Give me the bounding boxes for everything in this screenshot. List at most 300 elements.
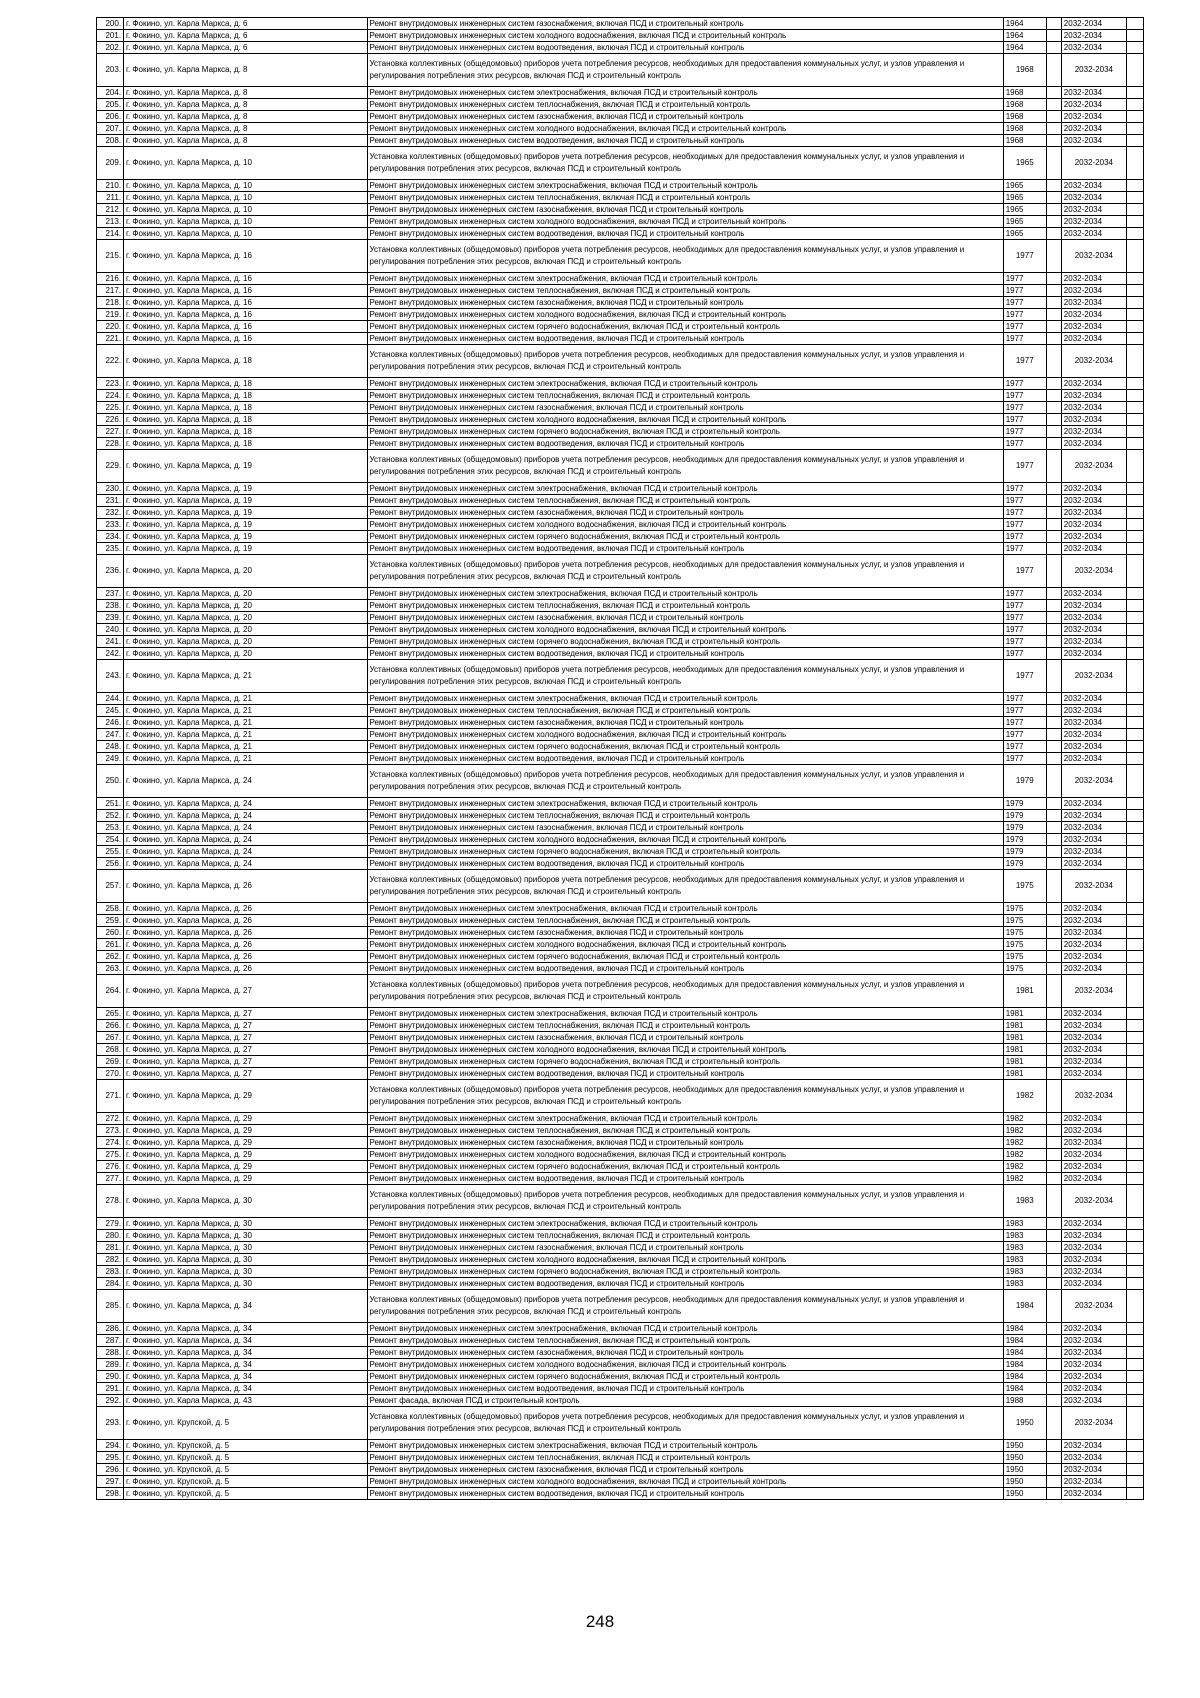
work-type-cell: Установка коллективных (общедомовых) приборов учета потребления ресурсов, необходимых для предоставления коммунальных услуг, и узлов управления и регулирования потребления этих ресурсов, включая ПСД и строительный контроль bbox=[367, 765, 1003, 798]
period-cell: 2032-2034 bbox=[1061, 297, 1126, 309]
table-row bbox=[97, 402, 1144, 414]
address-cell: г. Фокино, ул. Карла Маркса, д. 21 bbox=[124, 753, 367, 765]
empty-cell bbox=[1126, 414, 1143, 426]
work-type-cell: Ремонт внутридомовых инженерных систем теплоснабжения, включая ПСД и строительный контроль bbox=[367, 99, 1003, 111]
period-cell: 2032-2034 bbox=[1061, 1476, 1126, 1488]
row-number: 291. bbox=[97, 1383, 124, 1395]
work-type-cell: Ремонт внутридомовых инженерных систем электроснабжения, включая ПСД и строительный контроль bbox=[367, 1440, 1003, 1452]
row-number: 209. bbox=[97, 147, 124, 180]
empty-cell bbox=[1046, 660, 1061, 693]
empty-cell bbox=[1126, 123, 1143, 135]
table-row bbox=[97, 798, 1144, 810]
year-cell: 1975 bbox=[1003, 927, 1046, 939]
row-number: 298. bbox=[97, 1488, 124, 1500]
empty-cell bbox=[1046, 963, 1061, 975]
empty-cell bbox=[1046, 402, 1061, 414]
address-cell: г. Фокино, ул. Карла Маркса, д. 19 bbox=[124, 519, 367, 531]
row-number: 237. bbox=[97, 588, 124, 600]
row-number: 224. bbox=[97, 390, 124, 402]
row-number: 297. bbox=[97, 1476, 124, 1488]
row-number: 250. bbox=[97, 765, 124, 798]
work-type-cell: Ремонт внутридомовых инженерных систем холодного водоснабжения, включая ПСД и строительный контроль bbox=[367, 1149, 1003, 1161]
empty-cell bbox=[1046, 810, 1061, 822]
row-number: 258. bbox=[97, 903, 124, 915]
table-row bbox=[97, 297, 1144, 309]
period-cell: 2032-2034 bbox=[1061, 1278, 1126, 1290]
address-cell: г. Фокино, ул. Карла Маркса, д. 26 bbox=[124, 927, 367, 939]
empty-cell bbox=[1046, 1359, 1061, 1371]
empty-cell bbox=[1046, 753, 1061, 765]
address-cell: г. Фокино, ул. Карла Маркса, д. 30 bbox=[124, 1266, 367, 1278]
table-row bbox=[97, 765, 1144, 798]
address-cell: г. Фокино, ул. Карла Маркса, д. 34 bbox=[124, 1335, 367, 1347]
table-row bbox=[97, 204, 1144, 216]
works-table-container bbox=[96, 17, 1144, 1500]
period-cell: 2032-2034 bbox=[1061, 402, 1126, 414]
empty-cell bbox=[1126, 42, 1143, 54]
empty-cell bbox=[1046, 1044, 1061, 1056]
empty-cell bbox=[1046, 450, 1061, 483]
work-type-cell: Ремонт внутридомовых инженерных систем электроснабжения, включая ПСД и строительный контроль bbox=[367, 1008, 1003, 1020]
period-cell: 2032-2034 bbox=[1061, 939, 1126, 951]
year-cell: 1984 bbox=[1003, 1383, 1046, 1395]
row-number: 223. bbox=[97, 378, 124, 390]
year-cell: 1977 bbox=[1003, 588, 1046, 600]
table-row bbox=[97, 555, 1144, 588]
row-number: 211. bbox=[97, 192, 124, 204]
period-cell: 2032-2034 bbox=[1061, 693, 1126, 705]
row-number: 255. bbox=[97, 846, 124, 858]
empty-cell bbox=[1046, 846, 1061, 858]
address-cell: г. Фокино, ул. Карла Маркса, д. 24 bbox=[124, 810, 367, 822]
empty-cell bbox=[1126, 1230, 1143, 1242]
empty-cell bbox=[1126, 588, 1143, 600]
year-cell: 1983 bbox=[1003, 1266, 1046, 1278]
empty-cell bbox=[1046, 135, 1061, 147]
address-cell: г. Фокино, ул. Карла Маркса, д. 21 bbox=[124, 741, 367, 753]
empty-cell bbox=[1126, 1068, 1143, 1080]
address-cell: г. Фокино, ул. Карла Маркса, д. 8 bbox=[124, 87, 367, 99]
work-type-cell: Установка коллективных (общедомовых) приборов учета потребления ресурсов, необходимых для предоставления коммунальных услуг, и узлов управления и регулирования потребления этих ресурсов, включая ПСД и строительный контроль bbox=[367, 1407, 1003, 1440]
year-cell: 1964 bbox=[1003, 30, 1046, 42]
row-number: 243. bbox=[97, 660, 124, 693]
empty-cell bbox=[1046, 612, 1061, 624]
table-row bbox=[97, 378, 1144, 390]
empty-cell bbox=[1046, 285, 1061, 297]
table-row bbox=[97, 426, 1144, 438]
work-type-cell: Ремонт внутридомовых инженерных систем электроснабжения, включая ПСД и строительный контроль bbox=[367, 378, 1003, 390]
empty-cell bbox=[1046, 588, 1061, 600]
work-type-cell: Ремонт внутридомовых инженерных систем электроснабжения, включая ПСД и строительный контроль bbox=[367, 1113, 1003, 1125]
empty-cell bbox=[1126, 204, 1143, 216]
address-cell: г. Фокино, ул. Карла Маркса, д. 8 bbox=[124, 111, 367, 123]
work-type-cell: Ремонт внутридомовых инженерных систем электроснабжения, включая ПСД и строительный контроль bbox=[367, 588, 1003, 600]
work-type-cell: Ремонт внутридомовых инженерных систем теплоснабжения, включая ПСД и строительный контроль bbox=[367, 285, 1003, 297]
year-cell: 1979 bbox=[1003, 765, 1046, 798]
period-cell: 2032-2034 bbox=[1061, 729, 1126, 741]
row-number: 259. bbox=[97, 915, 124, 927]
year-cell: 1977 bbox=[1003, 753, 1046, 765]
year-cell: 1965 bbox=[1003, 216, 1046, 228]
empty-cell bbox=[1046, 1008, 1061, 1020]
row-number: 218. bbox=[97, 297, 124, 309]
year-cell: 1977 bbox=[1003, 717, 1046, 729]
address-cell: г. Фокино, ул. Карла Маркса, д. 21 bbox=[124, 705, 367, 717]
empty-cell bbox=[1126, 30, 1143, 42]
row-number: 221. bbox=[97, 333, 124, 345]
row-number: 284. bbox=[97, 1278, 124, 1290]
address-cell: г. Фокино, ул. Карла Маркса, д. 6 bbox=[124, 18, 367, 30]
period-cell: 2032-2034 bbox=[1061, 228, 1126, 240]
empty-cell bbox=[1046, 18, 1061, 30]
row-number: 260. bbox=[97, 927, 124, 939]
address-cell: г. Фокино, ул. Карла Маркса, д. 29 bbox=[124, 1125, 367, 1137]
empty-cell bbox=[1046, 1185, 1061, 1218]
empty-cell bbox=[1126, 753, 1143, 765]
period-cell: 2032-2034 bbox=[1061, 915, 1126, 927]
address-cell: г. Фокино, ул. Карла Маркса, д. 30 bbox=[124, 1242, 367, 1254]
work-type-cell: Установка коллективных (общедомовых) приборов учета потребления ресурсов, необходимых для предоставления коммунальных услуг, и узлов управления и регулирования потребления этих ресурсов, включая ПСД и строительный контроль bbox=[367, 555, 1003, 588]
year-cell: 1968 bbox=[1003, 135, 1046, 147]
work-type-cell: Ремонт внутридомовых инженерных систем водоотведения, включая ПСД и строительный контроль bbox=[367, 1173, 1003, 1185]
period-cell: 2032-2034 bbox=[1061, 180, 1126, 192]
address-cell: г. Фокино, ул. Крупской, д. 5 bbox=[124, 1476, 367, 1488]
empty-cell bbox=[1046, 507, 1061, 519]
year-cell: 1977 bbox=[1003, 309, 1046, 321]
period-cell: 2032-2034 bbox=[1061, 951, 1126, 963]
work-type-cell: Установка коллективных (общедомовых) приборов учета потребления ресурсов, необходимых для предоставления коммунальных услуг, и узлов управления и регулирования потребления этих ресурсов, включая ПСД и строительный контроль bbox=[367, 660, 1003, 693]
address-cell: г. Фокино, ул. Карла Маркса, д. 18 bbox=[124, 378, 367, 390]
work-type-cell: Установка коллективных (общедомовых) приборов учета потребления ресурсов, необходимых для предоставления коммунальных услуг, и узлов управления и регулирования потребления этих ресурсов, включая ПСД и строительный контроль bbox=[367, 450, 1003, 483]
work-type-cell: Ремонт внутридомовых инженерных систем холодного водоснабжения, включая ПСД и строительный контроль bbox=[367, 624, 1003, 636]
year-cell: 1984 bbox=[1003, 1371, 1046, 1383]
table-row bbox=[97, 1407, 1144, 1440]
table-row bbox=[97, 192, 1144, 204]
address-cell: г. Фокино, ул. Карла Маркса, д. 8 bbox=[124, 123, 367, 135]
year-cell: 1984 bbox=[1003, 1335, 1046, 1347]
empty-cell bbox=[1126, 798, 1143, 810]
year-cell: 1950 bbox=[1003, 1407, 1046, 1440]
year-cell: 1982 bbox=[1003, 1080, 1046, 1113]
year-cell: 1977 bbox=[1003, 636, 1046, 648]
table-row bbox=[97, 588, 1144, 600]
work-type-cell: Ремонт внутридомовых инженерных систем газоснабжения, включая ПСД и строительный контроль bbox=[367, 1032, 1003, 1044]
row-number: 231. bbox=[97, 495, 124, 507]
empty-cell bbox=[1046, 903, 1061, 915]
empty-cell bbox=[1046, 1242, 1061, 1254]
empty-cell bbox=[1126, 345, 1143, 378]
table-row bbox=[97, 741, 1144, 753]
work-type-cell: Ремонт внутридомовых инженерных систем горячего водоснабжения, включая ПСД и строительный контроль bbox=[367, 321, 1003, 333]
address-cell: г. Фокино, ул. Карла Маркса, д. 16 bbox=[124, 333, 367, 345]
address-cell: г. Фокино, ул. Карла Маркса, д. 26 bbox=[124, 963, 367, 975]
address-cell: г. Фокино, ул. Карла Маркса, д. 34 bbox=[124, 1371, 367, 1383]
work-type-cell: Ремонт внутридомовых инженерных систем водоотведения, включая ПСД и строительный контроль bbox=[367, 228, 1003, 240]
period-cell: 2032-2034 bbox=[1061, 1440, 1126, 1452]
period-cell: 2032-2034 bbox=[1061, 660, 1126, 693]
period-cell: 2032-2034 bbox=[1061, 834, 1126, 846]
period-cell: 2032-2034 bbox=[1061, 1254, 1126, 1266]
table-row bbox=[97, 1266, 1144, 1278]
empty-cell bbox=[1126, 1137, 1143, 1149]
row-number: 213. bbox=[97, 216, 124, 228]
empty-cell bbox=[1126, 1242, 1143, 1254]
empty-cell bbox=[1126, 1008, 1143, 1020]
row-number: 248. bbox=[97, 741, 124, 753]
period-cell: 2032-2034 bbox=[1061, 495, 1126, 507]
period-cell: 2032-2034 bbox=[1061, 507, 1126, 519]
row-number: 247. bbox=[97, 729, 124, 741]
empty-cell bbox=[1046, 495, 1061, 507]
year-cell: 1982 bbox=[1003, 1137, 1046, 1149]
address-cell: г. Фокино, ул. Карла Маркса, д. 18 bbox=[124, 402, 367, 414]
year-cell: 1979 bbox=[1003, 810, 1046, 822]
empty-cell bbox=[1126, 555, 1143, 588]
table-row bbox=[97, 1254, 1144, 1266]
empty-cell bbox=[1046, 624, 1061, 636]
empty-cell bbox=[1126, 111, 1143, 123]
year-cell: 1977 bbox=[1003, 600, 1046, 612]
table-row bbox=[97, 495, 1144, 507]
work-type-cell: Установка коллективных (общедомовых) приборов учета потребления ресурсов, необходимых для предоставления коммунальных услуг, и узлов управления и регулирования потребления этих ресурсов, включая ПСД и строительный контроль bbox=[367, 1185, 1003, 1218]
empty-cell bbox=[1126, 915, 1143, 927]
row-number: 234. bbox=[97, 531, 124, 543]
address-cell: г. Фокино, ул. Карла Маркса, д. 21 bbox=[124, 729, 367, 741]
work-type-cell: Ремонт внутридомовых инженерных систем газоснабжения, включая ПСД и строительный контроль bbox=[367, 927, 1003, 939]
year-cell: 1981 bbox=[1003, 975, 1046, 1008]
address-cell: г. Фокино, ул. Карла Маркса, д. 19 bbox=[124, 450, 367, 483]
empty-cell bbox=[1046, 147, 1061, 180]
table-row bbox=[97, 1125, 1144, 1137]
year-cell: 1977 bbox=[1003, 660, 1046, 693]
row-number: 242. bbox=[97, 648, 124, 660]
empty-cell bbox=[1046, 1113, 1061, 1125]
table-row bbox=[97, 1242, 1144, 1254]
empty-cell bbox=[1046, 1161, 1061, 1173]
row-number: 253. bbox=[97, 822, 124, 834]
empty-cell bbox=[1126, 543, 1143, 555]
empty-cell bbox=[1046, 1068, 1061, 1080]
row-number: 268. bbox=[97, 1044, 124, 1056]
period-cell: 2032-2034 bbox=[1061, 822, 1126, 834]
table-row bbox=[97, 543, 1144, 555]
empty-cell bbox=[1126, 240, 1143, 273]
table-row bbox=[97, 438, 1144, 450]
period-cell: 2032-2034 bbox=[1061, 438, 1126, 450]
year-cell: 1977 bbox=[1003, 624, 1046, 636]
work-type-cell: Ремонт внутридомовых инженерных систем газоснабжения, включая ПСД и строительный контроль bbox=[367, 507, 1003, 519]
row-number: 225. bbox=[97, 402, 124, 414]
work-type-cell: Ремонт внутридомовых инженерных систем теплоснабжения, включая ПСД и строительный контроль bbox=[367, 600, 1003, 612]
address-cell: г. Фокино, ул. Карла Маркса, д. 27 bbox=[124, 1056, 367, 1068]
table-row bbox=[97, 624, 1144, 636]
work-type-cell: Установка коллективных (общедомовых) приборов учета потребления ресурсов, необходимых для предоставления коммунальных услуг, и узлов управления и регулирования потребления этих ресурсов, включая ПСД и строительный контроль bbox=[367, 345, 1003, 378]
work-type-cell: Ремонт внутридомовых инженерных систем электроснабжения, включая ПСД и строительный контроль bbox=[367, 1323, 1003, 1335]
period-cell: 2032-2034 bbox=[1061, 135, 1126, 147]
work-type-cell: Ремонт внутридомовых инженерных систем электроснабжения, включая ПСД и строительный контроль bbox=[367, 180, 1003, 192]
year-cell: 1975 bbox=[1003, 963, 1046, 975]
empty-cell bbox=[1046, 1173, 1061, 1185]
address-cell: г. Фокино, ул. Карла Маркса, д. 24 bbox=[124, 846, 367, 858]
period-cell: 2032-2034 bbox=[1061, 600, 1126, 612]
table-row bbox=[97, 1440, 1144, 1452]
year-cell: 1977 bbox=[1003, 693, 1046, 705]
address-cell: г. Фокино, ул. Карла Маркса, д. 26 bbox=[124, 951, 367, 963]
table-row bbox=[97, 1371, 1144, 1383]
address-cell: г. Фокино, ул. Карла Маркса, д. 16 bbox=[124, 273, 367, 285]
empty-cell bbox=[1126, 309, 1143, 321]
empty-cell bbox=[1126, 1347, 1143, 1359]
empty-cell bbox=[1126, 1395, 1143, 1407]
empty-cell bbox=[1046, 426, 1061, 438]
period-cell: 2032-2034 bbox=[1061, 18, 1126, 30]
address-cell: г. Фокино, ул. Карла Маркса, д. 24 bbox=[124, 798, 367, 810]
empty-cell bbox=[1046, 1383, 1061, 1395]
empty-cell bbox=[1046, 693, 1061, 705]
table-row bbox=[97, 216, 1144, 228]
empty-cell bbox=[1126, 1278, 1143, 1290]
year-cell: 1950 bbox=[1003, 1488, 1046, 1500]
address-cell: г. Фокино, ул. Карла Маркса, д. 29 bbox=[124, 1080, 367, 1113]
address-cell: г. Фокино, ул. Карла Маркса, д. 20 bbox=[124, 588, 367, 600]
table-row bbox=[97, 717, 1144, 729]
period-cell: 2032-2034 bbox=[1061, 483, 1126, 495]
row-number: 200. bbox=[97, 18, 124, 30]
period-cell: 2032-2034 bbox=[1061, 1347, 1126, 1359]
empty-cell bbox=[1046, 1032, 1061, 1044]
row-number: 283. bbox=[97, 1266, 124, 1278]
row-number: 289. bbox=[97, 1359, 124, 1371]
year-cell: 1965 bbox=[1003, 192, 1046, 204]
period-cell: 2032-2034 bbox=[1061, 1383, 1126, 1395]
work-type-cell: Ремонт внутридомовых инженерных систем электроснабжения, включая ПСД и строительный контроль bbox=[367, 273, 1003, 285]
row-number: 279. bbox=[97, 1218, 124, 1230]
address-cell: г. Фокино, ул. Карла Маркса, д. 20 bbox=[124, 648, 367, 660]
period-cell: 2032-2034 bbox=[1061, 1452, 1126, 1464]
period-cell: 2032-2034 bbox=[1061, 753, 1126, 765]
year-cell: 1977 bbox=[1003, 519, 1046, 531]
table-row bbox=[97, 285, 1144, 297]
row-number: 206. bbox=[97, 111, 124, 123]
empty-cell bbox=[1046, 111, 1061, 123]
row-number: 264. bbox=[97, 975, 124, 1008]
empty-cell bbox=[1046, 927, 1061, 939]
row-number: 204. bbox=[97, 87, 124, 99]
year-cell: 1981 bbox=[1003, 1056, 1046, 1068]
work-type-cell: Ремонт внутридомовых инженерных систем горячего водоснабжения, включая ПСД и строительный контроль bbox=[367, 951, 1003, 963]
year-cell: 1977 bbox=[1003, 285, 1046, 297]
year-cell: 1977 bbox=[1003, 612, 1046, 624]
empty-cell bbox=[1046, 648, 1061, 660]
period-cell: 2032-2034 bbox=[1061, 1464, 1126, 1476]
year-cell: 1979 bbox=[1003, 798, 1046, 810]
table-row bbox=[97, 648, 1144, 660]
work-type-cell: Ремонт внутридомовых инженерных систем водоотведения, включая ПСД и строительный контроль bbox=[367, 42, 1003, 54]
work-type-cell: Ремонт внутридомовых инженерных систем электроснабжения, включая ПСД и строительный контроль bbox=[367, 693, 1003, 705]
table-row bbox=[97, 951, 1144, 963]
period-cell: 2032-2034 bbox=[1061, 612, 1126, 624]
empty-cell bbox=[1046, 519, 1061, 531]
work-type-cell: Ремонт внутридомовых инженерных систем холодного водоснабжения, включая ПСД и строительный контроль bbox=[367, 834, 1003, 846]
work-type-cell: Ремонт внутридомовых инженерных систем водоотведения, включая ПСД и строительный контроль bbox=[367, 963, 1003, 975]
work-type-cell: Ремонт внутридомовых инженерных систем газоснабжения, включая ПСД и строительный контроль bbox=[367, 111, 1003, 123]
row-number: 288. bbox=[97, 1347, 124, 1359]
year-cell: 1977 bbox=[1003, 705, 1046, 717]
year-cell: 1979 bbox=[1003, 822, 1046, 834]
period-cell: 2032-2034 bbox=[1061, 963, 1126, 975]
work-type-cell: Установка коллективных (общедомовых) приборов учета потребления ресурсов, необходимых для предоставления коммунальных услуг, и узлов управления и регулирования потребления этих ресурсов, включая ПСД и строительный контроль bbox=[367, 870, 1003, 903]
year-cell: 1984 bbox=[1003, 1347, 1046, 1359]
empty-cell bbox=[1126, 426, 1143, 438]
empty-cell bbox=[1126, 1452, 1143, 1464]
empty-cell bbox=[1126, 273, 1143, 285]
empty-cell bbox=[1126, 1488, 1143, 1500]
table-row bbox=[97, 180, 1144, 192]
table-row bbox=[97, 111, 1144, 123]
work-type-cell: Ремонт внутридомовых инженерных систем теплоснабжения, включая ПСД и строительный контроль bbox=[367, 192, 1003, 204]
address-cell: г. Фокино, ул. Карла Маркса, д. 20 bbox=[124, 636, 367, 648]
year-cell: 1977 bbox=[1003, 240, 1046, 273]
table-row bbox=[97, 1068, 1144, 1080]
period-cell: 2032-2034 bbox=[1061, 624, 1126, 636]
table-row bbox=[97, 414, 1144, 426]
work-type-cell: Ремонт внутридомовых инженерных систем газоснабжения, включая ПСД и строительный контроль bbox=[367, 612, 1003, 624]
empty-cell bbox=[1126, 1440, 1143, 1452]
empty-cell bbox=[1046, 99, 1061, 111]
year-cell: 1975 bbox=[1003, 939, 1046, 951]
period-cell: 2032-2034 bbox=[1061, 285, 1126, 297]
address-cell: г. Фокино, ул. Карла Маркса, д. 34 bbox=[124, 1323, 367, 1335]
empty-cell bbox=[1126, 1323, 1143, 1335]
empty-cell bbox=[1046, 939, 1061, 951]
table-row bbox=[97, 600, 1144, 612]
empty-cell bbox=[1046, 438, 1061, 450]
table-row bbox=[97, 1032, 1144, 1044]
address-cell: г. Фокино, ул. Карла Маркса, д. 6 bbox=[124, 30, 367, 42]
table-row bbox=[97, 1161, 1144, 1173]
address-cell: г. Фокино, ул. Карла Маркса, д. 29 bbox=[124, 1137, 367, 1149]
year-cell: 1979 bbox=[1003, 846, 1046, 858]
table-row bbox=[97, 1230, 1144, 1242]
table-row bbox=[97, 705, 1144, 717]
address-cell: г. Фокино, ул. Карла Маркса, д. 8 bbox=[124, 99, 367, 111]
empty-cell bbox=[1046, 1371, 1061, 1383]
empty-cell bbox=[1126, 378, 1143, 390]
year-cell: 1965 bbox=[1003, 147, 1046, 180]
period-cell: 2032-2034 bbox=[1061, 1125, 1126, 1137]
year-cell: 1968 bbox=[1003, 87, 1046, 99]
work-type-cell: Ремонт внутридомовых инженерных систем теплоснабжения, включая ПСД и строительный контроль bbox=[367, 1020, 1003, 1032]
work-type-cell: Ремонт внутридомовых инженерных систем водоотведения, включая ПСД и строительный контроль bbox=[367, 753, 1003, 765]
table-row bbox=[97, 42, 1144, 54]
address-cell: г. Фокино, ул. Крупской, д. 5 bbox=[124, 1464, 367, 1476]
work-type-cell: Ремонт внутридомовых инженерных систем электроснабжения, включая ПСД и строительный контроль bbox=[367, 903, 1003, 915]
period-cell: 2032-2034 bbox=[1061, 111, 1126, 123]
row-number: 245. bbox=[97, 705, 124, 717]
row-number: 212. bbox=[97, 204, 124, 216]
row-number: 203. bbox=[97, 54, 124, 87]
year-cell: 1965 bbox=[1003, 204, 1046, 216]
year-cell: 1984 bbox=[1003, 1290, 1046, 1323]
year-cell: 1977 bbox=[1003, 555, 1046, 588]
empty-cell bbox=[1126, 531, 1143, 543]
work-type-cell: Установка коллективных (общедомовых) приборов учета потребления ресурсов, необходимых для предоставления коммунальных услуг, и узлов управления и регулирования потребления этих ресурсов, включая ПСД и строительный контроль bbox=[367, 1080, 1003, 1113]
table-row bbox=[97, 1173, 1144, 1185]
address-cell: г. Фокино, ул. Карла Маркса, д. 26 bbox=[124, 915, 367, 927]
year-cell: 1981 bbox=[1003, 1032, 1046, 1044]
table-row bbox=[97, 483, 1144, 495]
empty-cell bbox=[1126, 612, 1143, 624]
